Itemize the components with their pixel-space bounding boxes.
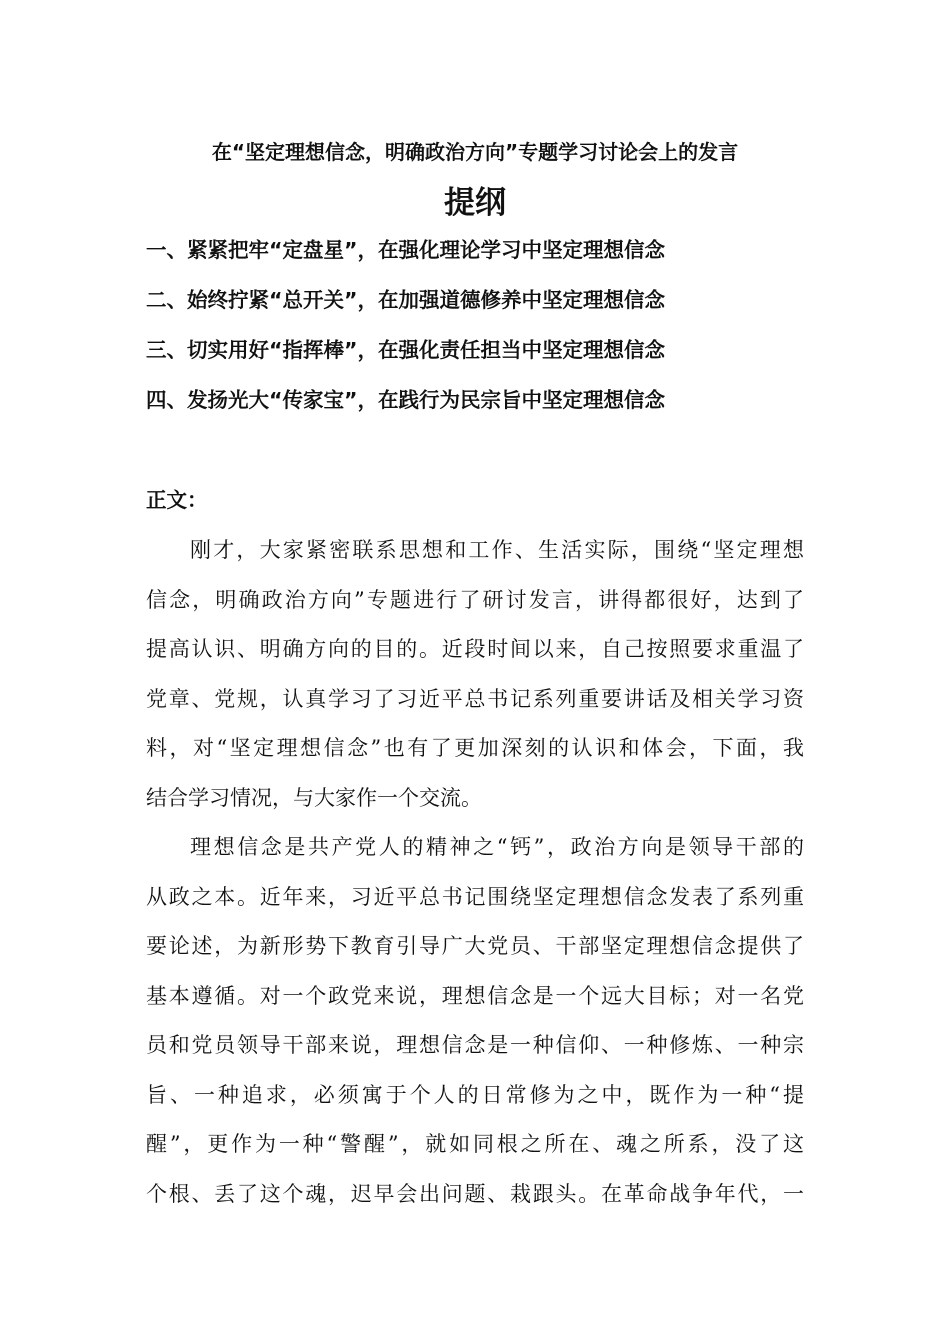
paragraph-line: 刚才，大家紧密联系思想和工作、生活实际，围绕“坚定理想 [190, 538, 804, 562]
document-title: 在“坚定理想信念，明确政治方向”专题学习讨论会上的发言 [211, 140, 739, 164]
document-subtitle: 提纲 [444, 185, 506, 221]
body-paragraph-1 [146, 532, 804, 829]
paragraph-line: 要论述，为新形势下教育引导广大党员、干部坚定理想信念提供了 [146, 934, 804, 958]
paragraph-line: 基本遵循。对一个政党来说，理想信念是一个远大目标；对一名党 [146, 983, 804, 1008]
paragraph-line: 料，对“坚定理想信念”也有了更加深刻的认识和体会，下面，我 [146, 736, 804, 760]
outline-item: 四、发扬光大“传家宝”，在践行为民宗旨中坚定理想信念 [146, 388, 665, 412]
paragraph-line: 醒”，更作为一种“警醒”，就如同根之所在、魂之所系，没了这 [146, 1132, 804, 1156]
paragraph-line: 党章、党规，认真学习了习近平总书记系列重要讲话及相关学习资 [146, 686, 804, 711]
outline-item: 三、切实用好“指挥棒”，在强化责任担当中坚定理想信念 [146, 338, 665, 362]
outline-item: 一、紧紧把牢“定盘星”，在强化理论学习中坚定理想信念 [146, 238, 665, 262]
paragraph-line: 理想信念是共产党人的精神之“钙”，政治方向是领导干部的 [190, 835, 804, 859]
body-paragraph-2 [146, 829, 804, 1225]
paragraph-line: 结合学习情况，与大家作一个交流。 [146, 785, 482, 810]
paragraph-line: 提高认识、明确方向的目的。近段时间以来，自己按照要求重温了 [146, 637, 804, 661]
outline-item: 二、始终拧紧“总开关”，在加强道德修养中坚定理想信念 [146, 288, 665, 312]
paragraph-line: 个根、丢了这个魂，迟早会出问题、栽跟头。在革命战争年代，一 [146, 1181, 804, 1206]
outline-list [146, 232, 846, 432]
paragraph-line: 员和党员领导干部来说，理想信念是一种信仰、一种修炼、一种宗 [146, 1033, 804, 1057]
paragraph-line: 从政之本。近年来，习近平总书记围绕坚定理想信念发表了系列重 [146, 884, 804, 909]
body-label: 正文： [146, 488, 208, 512]
paragraph-line: 旨、一种追求，必须寓于个人的日常修为之中，既作为一种“提 [146, 1082, 804, 1107]
paragraph-line: 信念，明确政治方向”专题进行了研讨发言，讲得都很好，达到了 [146, 587, 804, 612]
